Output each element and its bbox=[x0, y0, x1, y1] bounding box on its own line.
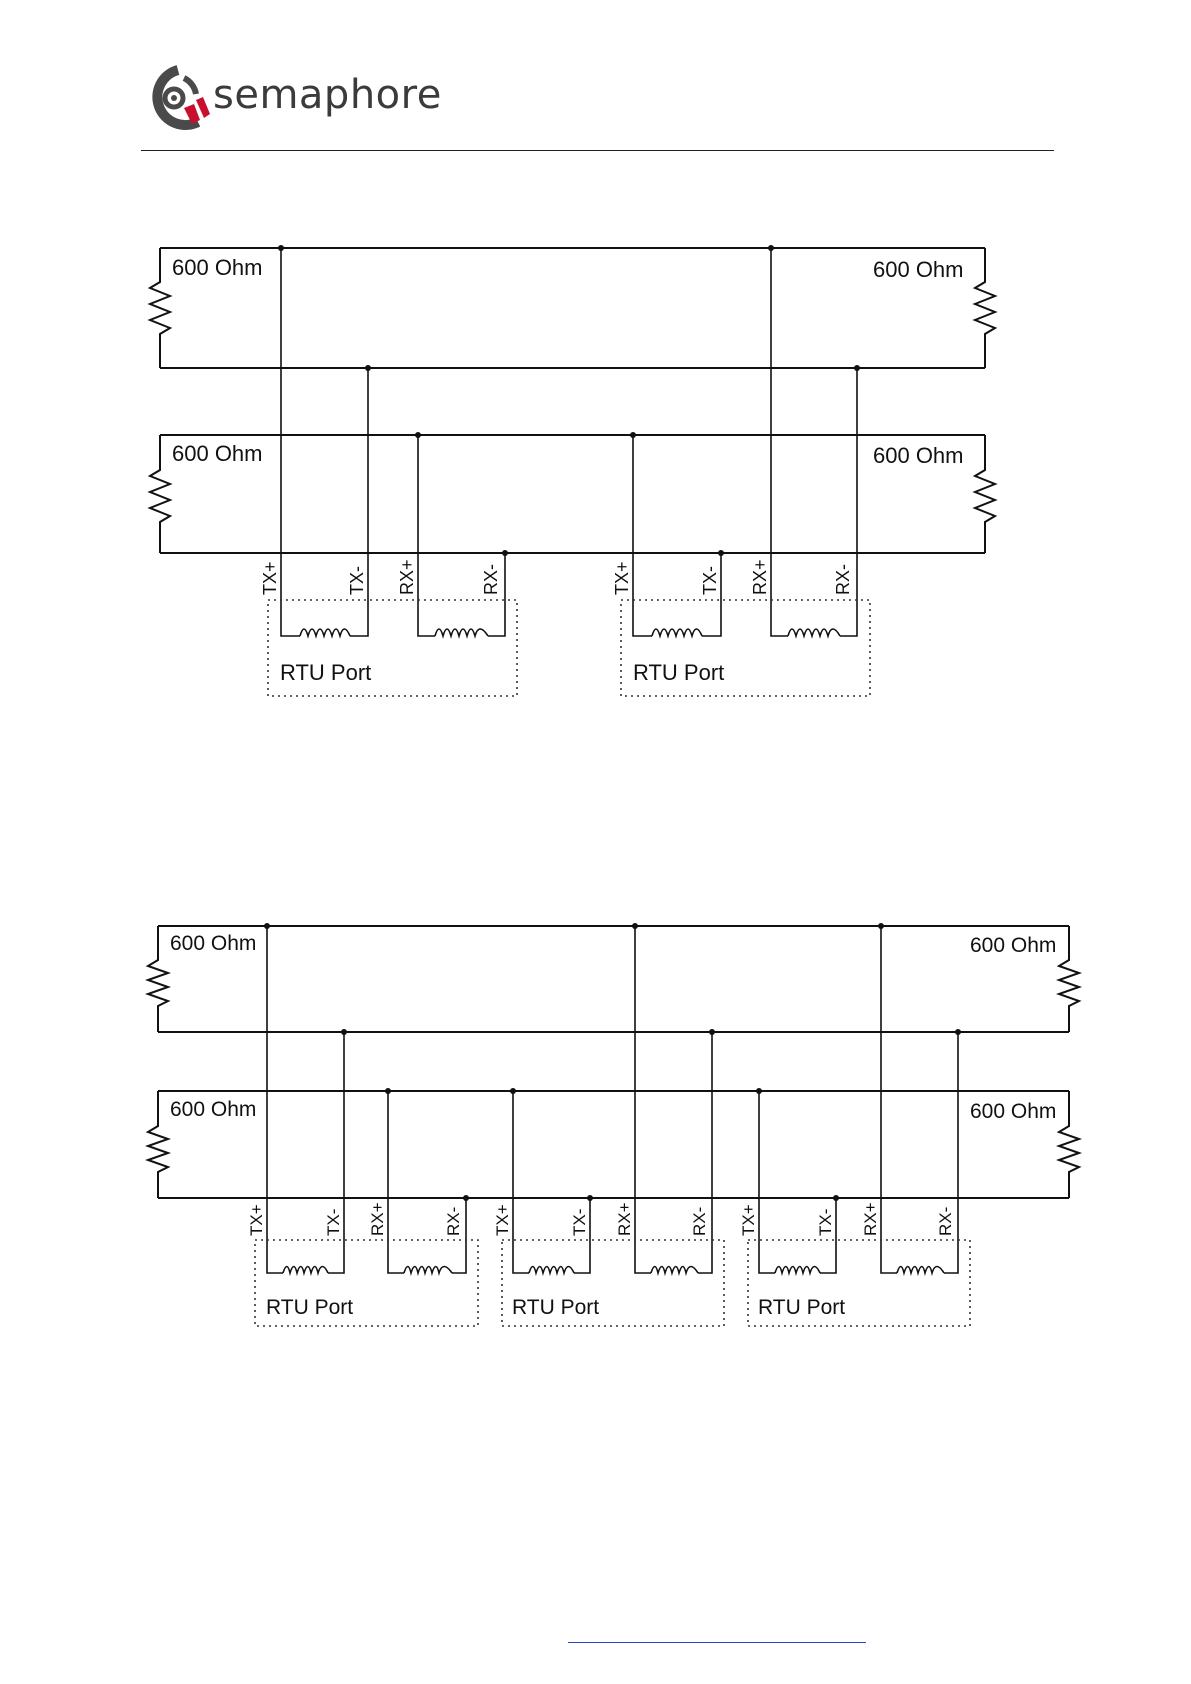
pin-label: TX+ bbox=[493, 1204, 512, 1236]
two-port-wiring-svg bbox=[0, 220, 1191, 720]
port1-tx-coil-icon bbox=[283, 1267, 328, 1274]
port3-tx-coil-icon bbox=[775, 1267, 820, 1274]
port2-rx-plus-wire bbox=[635, 926, 651, 1273]
lower-left-resistor-icon bbox=[148, 1091, 168, 1198]
port3-rx-plus-wire bbox=[881, 926, 897, 1273]
resistor-label: 600 Ohm bbox=[172, 441, 263, 466]
junction-dot bbox=[718, 550, 724, 556]
junction-dot bbox=[632, 923, 638, 929]
port2-rx-coil-icon bbox=[788, 629, 840, 636]
junction-dot bbox=[854, 365, 860, 371]
port3-tx-plus-wire bbox=[759, 1091, 775, 1273]
junction-dot bbox=[878, 923, 884, 929]
upper-right-resistor-icon bbox=[1059, 926, 1079, 1032]
port1-tx-plus-wire bbox=[281, 248, 300, 636]
junction-dot bbox=[385, 1088, 391, 1094]
pin-label: TX- bbox=[700, 566, 720, 595]
junction-dot bbox=[502, 550, 508, 556]
junction-dot bbox=[278, 245, 284, 251]
port2-tx-plus-wire bbox=[633, 435, 652, 636]
pin-label: TX- bbox=[570, 1208, 589, 1236]
three-port-wiring-diagram bbox=[0, 900, 1191, 1360]
resistor-label: 600 Ohm bbox=[170, 1098, 257, 1121]
junction-dot bbox=[709, 1029, 715, 1035]
resistor-label: 600 Ohm bbox=[970, 934, 1057, 957]
pin-label: TX+ bbox=[739, 1204, 758, 1236]
pin-label: TX+ bbox=[260, 561, 280, 595]
footer-link-underline[interactable] bbox=[568, 1642, 866, 1643]
junction-dot bbox=[756, 1088, 762, 1094]
logo-wordmark: semaphore bbox=[213, 72, 442, 118]
resistor-label: 600 Ohm bbox=[172, 255, 263, 280]
pin-label: RX- bbox=[481, 564, 501, 595]
pin-label: TX+ bbox=[612, 561, 632, 595]
pin-label: RX+ bbox=[397, 559, 417, 595]
port3-rx-coil-icon bbox=[897, 1267, 944, 1274]
port2-rx-coil-icon bbox=[651, 1267, 698, 1274]
resistor-label: 600 Ohm bbox=[873, 257, 964, 282]
port1-rx-plus-wire bbox=[388, 1091, 404, 1273]
pin-label: TX+ bbox=[247, 1204, 266, 1236]
junction-dot bbox=[415, 432, 421, 438]
junction-dot bbox=[955, 1029, 961, 1035]
junction-dot bbox=[587, 1195, 593, 1201]
lower-right-resistor-icon bbox=[1059, 1091, 1079, 1198]
rtu-port-label: RTU Port bbox=[512, 1296, 600, 1319]
junction-dot bbox=[630, 432, 636, 438]
header-divider bbox=[141, 150, 1054, 151]
junction-dot bbox=[833, 1195, 839, 1201]
rtu-port-label: RTU Port bbox=[266, 1296, 354, 1319]
junction-dot bbox=[341, 1029, 347, 1035]
junction-dot bbox=[463, 1195, 469, 1201]
lower-right-resistor-icon bbox=[975, 435, 995, 553]
port2-rx-plus-wire bbox=[771, 248, 788, 636]
page-header bbox=[0, 0, 1191, 160]
resistor-label: 600 Ohm bbox=[873, 443, 964, 468]
resistor-label: 600 Ohm bbox=[970, 1100, 1057, 1123]
junction-dot bbox=[365, 365, 371, 371]
pin-label: TX- bbox=[816, 1208, 835, 1236]
port2-tx-coil-icon bbox=[652, 629, 702, 636]
port2-tx-plus-wire bbox=[513, 1091, 529, 1273]
pin-label: TX- bbox=[324, 1208, 343, 1236]
pin-label: RX+ bbox=[861, 1202, 880, 1236]
rtu-port-label: RTU Port bbox=[633, 660, 725, 685]
pin-label: RX+ bbox=[750, 559, 770, 595]
port1-rx-coil-icon bbox=[404, 1267, 452, 1274]
resistor-label: 600 Ohm bbox=[170, 932, 257, 955]
port1-rx-plus-wire bbox=[418, 435, 435, 636]
junction-dot bbox=[510, 1088, 516, 1094]
port1-tx-coil-icon bbox=[300, 629, 350, 636]
port1-rx-coil-icon bbox=[435, 629, 488, 636]
three-port-wiring-svg bbox=[0, 900, 1191, 1360]
junction-dot bbox=[768, 245, 774, 251]
pin-label: RX- bbox=[444, 1206, 463, 1236]
rtu-port-label: RTU Port bbox=[758, 1296, 846, 1319]
port2-tx-coil-icon bbox=[529, 1267, 574, 1274]
junction-dot bbox=[264, 923, 270, 929]
lower-left-resistor-icon bbox=[150, 435, 170, 553]
upper-right-resistor-icon bbox=[975, 248, 995, 368]
pin-label: RX- bbox=[936, 1206, 955, 1236]
upper-left-resistor-icon bbox=[148, 926, 168, 1032]
pin-label: RX- bbox=[690, 1206, 709, 1236]
pin-label: RX- bbox=[833, 564, 853, 595]
two-port-wiring-diagram bbox=[0, 220, 1191, 720]
pin-label: TX- bbox=[347, 566, 367, 595]
pin-label: RX+ bbox=[368, 1202, 387, 1236]
rtu-port-label: RTU Port bbox=[280, 660, 372, 685]
upper-left-resistor-icon bbox=[150, 248, 170, 368]
port1-tx-plus-wire bbox=[267, 926, 283, 1273]
pin-label: RX+ bbox=[615, 1202, 634, 1236]
